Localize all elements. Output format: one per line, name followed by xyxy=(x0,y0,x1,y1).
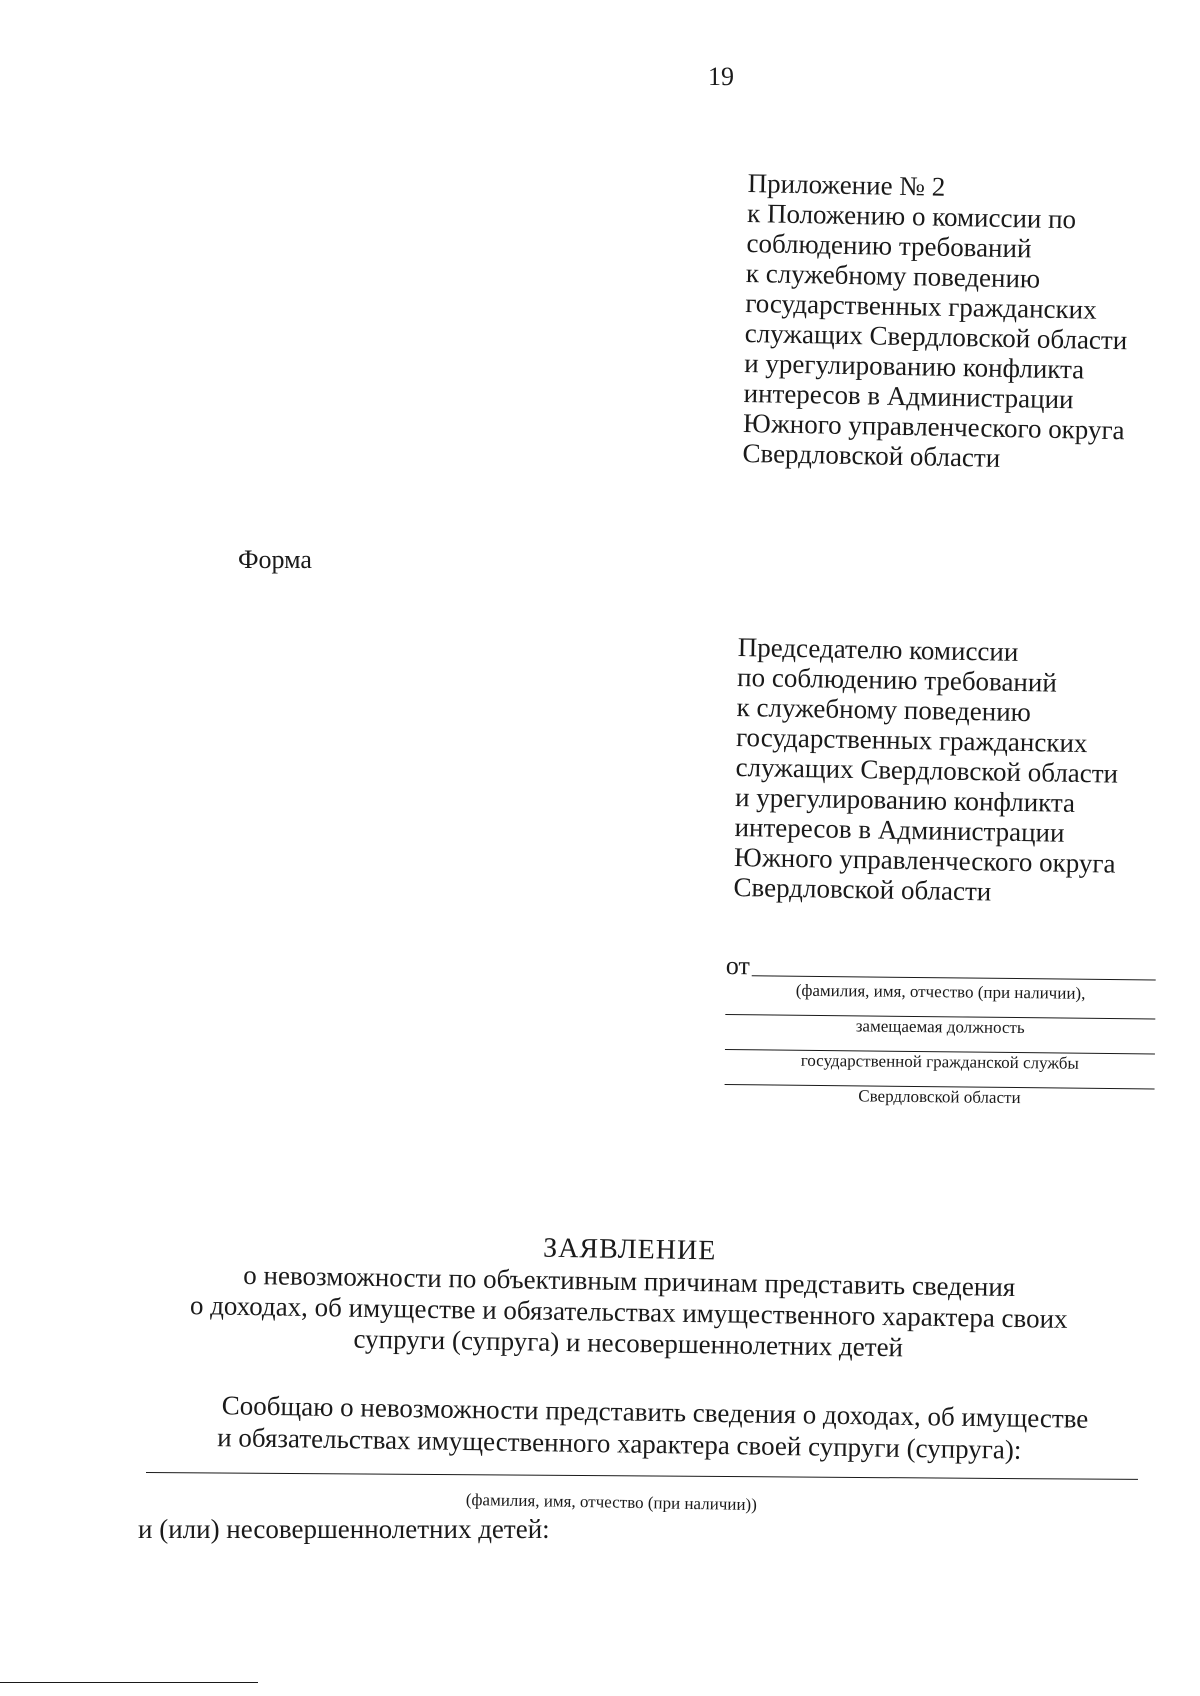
position-caption: замещаемая должность xyxy=(855,1016,1025,1038)
footnote-separator xyxy=(0,1682,258,1683)
title-subtitle-line: о доходах, об имуществе и обязательствах имущественного характера своих xyxy=(189,1290,1068,1334)
appendix-line: служащих Свердловской области xyxy=(744,317,1128,356)
region-caption: Свердловской области xyxy=(858,1086,1021,1108)
addressee-line: государственных гражданских xyxy=(735,721,1088,759)
form-label: Форма xyxy=(238,545,312,574)
applicant-name-caption: (фамилия, имя, отчество (при наличии), xyxy=(795,980,1086,1003)
appendix-line: к служебному поведению xyxy=(745,257,1041,294)
title-subtitle-line: супруги (супруга) и несовершеннолетних детей xyxy=(353,1323,904,1363)
statement-body xyxy=(145,1388,1146,1468)
appendix-line: к Положению о комиссии по xyxy=(746,197,1077,235)
children-line: и (или) несовершеннолетних детей: xyxy=(138,1514,550,1544)
from-row xyxy=(726,950,1156,985)
page-number: 19 xyxy=(708,62,734,91)
statement-line: Сообщаю о невозможности представить сведения о доходах, об имуществе xyxy=(221,1390,1089,1434)
applicant-name-line[interactable] xyxy=(752,975,1156,980)
appendix-line: Южного управленческого округа xyxy=(742,407,1125,446)
title-heading: ЗАЯВЛЕНИЕ xyxy=(542,1232,717,1267)
document-title xyxy=(148,1226,1110,1366)
appendix-line: Свердловской области xyxy=(742,437,1001,473)
addressee-line: Южного управленческого округа xyxy=(733,841,1116,879)
applicant-details xyxy=(724,950,1156,1109)
appendix-line: интересов в Администрации xyxy=(743,377,1074,415)
spouse-name-caption: (фамилия, имя, отчество (при наличии)) xyxy=(465,1490,758,1515)
appendix-heading xyxy=(742,168,1130,475)
addressee-block xyxy=(733,632,1120,909)
addressee-line: Свердловской области xyxy=(733,871,992,907)
addressee-line: Председателю комиссии xyxy=(737,632,1019,667)
addressee-line: и урегулированию конфликта xyxy=(734,781,1076,818)
addressee-line: интересов в Администрации xyxy=(734,811,1065,848)
appendix-line: Приложение № 2 xyxy=(747,168,946,202)
addressee-line: к служебному поведению xyxy=(736,691,1032,728)
from-label: от xyxy=(725,950,751,981)
spouse-name-line[interactable] xyxy=(146,1472,1138,1480)
appendix-line: и урегулированию конфликта xyxy=(743,347,1085,385)
statement-line: и обязательствах имущественного характера своей супруги (супруга): xyxy=(217,1422,1022,1465)
title-subtitle-line: о невозможности по объективным причинам представить сведения xyxy=(243,1259,1016,1303)
service-caption: государственной гражданской службы xyxy=(800,1050,1080,1073)
addressee-line: по соблюдению требований xyxy=(736,661,1058,698)
appendix-line: государственных гражданских xyxy=(745,287,1097,325)
appendix-line: соблюдению требований xyxy=(746,227,1032,264)
addressee-line: служащих Свердловской области xyxy=(735,751,1119,789)
